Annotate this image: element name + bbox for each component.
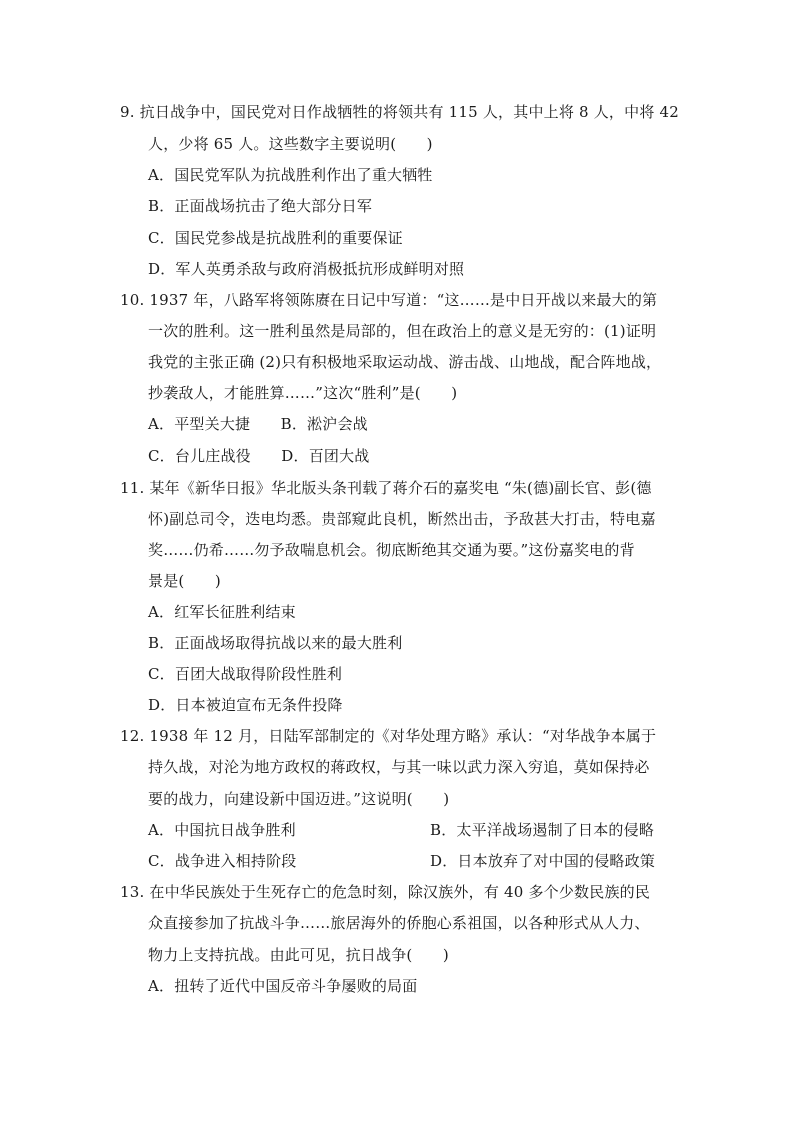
question-10-stem-line-2: 一次的胜利。这一胜利虽然是局部的，但在政治上的意义是无穷的：(1)证明: [148, 322, 657, 340]
question-12-stem-line-1: 12. 1938 年 12 月，日陆军部制定的《对华处理方略》承认：“对华战争本属于: [120, 727, 657, 745]
question-11-option-d: D．日本被迫宣布无条件投降: [148, 696, 343, 714]
question-9-option-a: A．国民党军队为抗战胜利作出了重大牺牲: [148, 166, 433, 184]
question-11-stem-line-2: 怀)副总司令，迭电均悉。贵部窥此良机，断然出击，予敌甚大打击，特电嘉: [148, 510, 656, 528]
question-9-option-c: C．国民党参战是抗战胜利的重要保证: [148, 229, 403, 247]
question-13-option-a: A．扭转了近代中国反帝斗争屡败的局面: [148, 977, 418, 995]
question-13-stem-line-3: 物力上支持抗战。由此可见，抗日战争( ): [148, 946, 449, 964]
question-11-stem-line-4: 景是( ): [148, 572, 221, 590]
question-11-option-c: C．百团大战取得阶段性胜利: [148, 665, 343, 683]
question-12-option-c: C．战争进入相持阶段: [148, 852, 297, 870]
question-9-stem-line-2: 人，少将 65 人。这些数字主要说明( ): [148, 135, 433, 153]
question-13-stem-line-1: 13. 在中华民族处于生死存亡的危急时刻，除汉族外，有 40 多个少数民族的民: [120, 883, 651, 901]
question-11-option-b: B．正面战场取得抗战以来的最大胜利: [148, 634, 403, 652]
question-10-stem-line-4: 抄袭敌人，才能胜算……”这次“胜利”是( ): [148, 384, 458, 402]
question-12-stem-line-2: 持久战，对沦为地方政权的蒋政权，与其一味以武力深入穷追，莫如保持必: [148, 758, 650, 776]
question-9-option-b: B．正面战场抗击了绝大部分日军: [148, 197, 373, 215]
question-11-stem-line-3: 奖……仍希……勿予敌喘息机会。彻底断绝其交通为要。”这份嘉奖电的背: [148, 541, 635, 559]
question-9-option-d: D．军人英勇杀敌与政府消极抵抗形成鲜明对照: [148, 260, 465, 278]
question-12-stem-line-3: 要的战力，向建设新中国迈进。”这说明( ): [148, 790, 450, 808]
question-10-stem-line-3: 我党的主张正确 (2)只有积极地采取运动战、游击战、山地战，配合阵地战，: [148, 353, 662, 371]
question-12-option-a: A．中国抗日战争胜利: [148, 821, 296, 839]
question-12-option-d: D．日本放弃了对中国的侵略政策: [430, 852, 656, 870]
question-13-stem-line-2: 众直接参加了抗战斗争……旅居海外的侨胞心系祖国，以各种形式从人力、: [148, 914, 650, 932]
question-11-stem-line-1: 11. 某年《新华日报》华北版头条刊载了蒋介石的嘉奖电 “朱(德)副长官、彭(德: [120, 479, 652, 497]
question-12-option-b: B．太平洋战场遏制了日本的侵略: [430, 821, 655, 839]
question-11-option-a: A．红军长征胜利结束: [148, 603, 296, 621]
question-10-options-row-1: A．平型关大捷 B．淞沪会战: [148, 415, 368, 433]
question-9-stem-line-1: 9. 抗日战争中，国民党对日作战牺牲的将领共有 115 人，其中上将 8 人，中将 42: [120, 103, 679, 121]
question-10-stem-line-1: 10. 1937 年，八路军将领陈赓在日记中写道：“这……是中日开战以来最大的第: [120, 291, 658, 309]
question-10-options-row-2: C．台儿庄战役 D．百团大战: [148, 447, 370, 465]
